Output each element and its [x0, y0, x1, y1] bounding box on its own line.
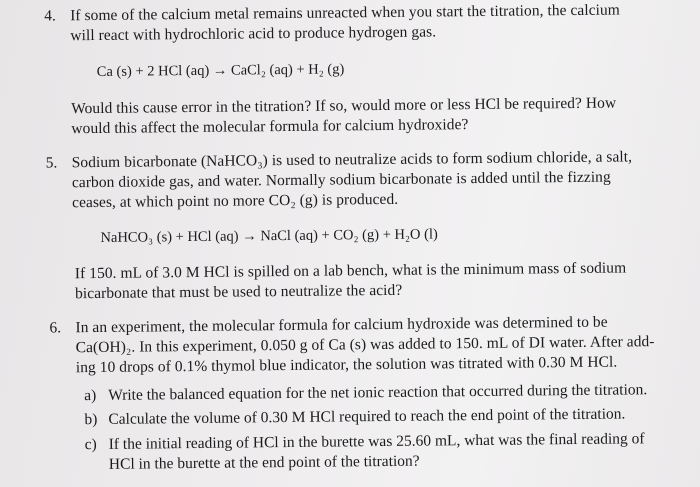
- question-4-line-1: If some of the calcium metal remains unreacted when you start the titration, the calcium: [70, 1, 620, 25]
- question-6c-text-line-1: If the initial reading of HCl in the burette was 25.60 mL, what was the final reading of: [108, 430, 645, 453]
- question-6a-label: a): [84, 387, 97, 405]
- question-4-number: 4.: [44, 7, 56, 25]
- question-6-line-3: ing 10 drops of 0.1% thymol blue indicator, the solution was titrated with 0.30 M HCl.: [75, 353, 618, 377]
- question-6-line-2: Ca(OH)₂. In this experiment, 0.050 g of Ca (s) was added to 150. mL of DI water. After add-: [75, 333, 655, 357]
- question-4-question-line-2: would this affect the molecular formula for calcium hydroxide?: [71, 116, 469, 138]
- question-6b-text: Calculate the volume of 0.30 M HCl required to reach the end point of the titration.: [108, 405, 626, 428]
- question-5-equation: NaHCO₃ (s) + HCl (aq) → NaCl (aq) + CO₂ (g) + H₂O (l): [100, 226, 438, 246]
- question-6-number: 6.: [49, 319, 62, 337]
- question-5-line-3: ceases, at which point no more CO₂ (g) is produced.: [72, 190, 399, 212]
- question-5-question-line-2: bicarbonate that must be used to neutralize the acid?: [74, 281, 403, 303]
- question-4-equation: Ca (s) + 2 HCl (aq) → CaCl₂ (aq) + H₂ (g): [96, 61, 345, 80]
- question-6c-text-line-2: HCl in the burette at the end point of the titration?: [108, 452, 420, 473]
- question-5-line-1: Sodium bicarbonate (NaHCO₃) is used to neutralize acids to form sodium chloride, a salt,: [71, 148, 633, 172]
- question-4-line-2: will react with hydrochloric acid to produce hydrogen gas.: [70, 23, 437, 45]
- question-5-number: 5.: [45, 154, 58, 172]
- question-6b-label: b): [84, 411, 98, 429]
- question-5-line-2: carbon dioxide gas, and water. Normally sodium bicarbonate is added until the fizzing: [71, 168, 611, 192]
- question-6a-text: Write the balanced equation for the net ionic reaction that occurred during the titration.: [108, 381, 648, 404]
- question-6c-label: c): [84, 436, 97, 454]
- question-6-line-1: In an experiment, the molecular formula for calcium hydroxide was determined to be: [75, 313, 608, 337]
- question-4-question-line-1: Would this cause error in the titration? If so, would more or less HCl be required? How: [71, 94, 617, 118]
- question-5-question-line-1: If 150. mL of 3.0 M HCl is spilled on a lab bench, what is the minimum mass of sodium: [74, 259, 627, 283]
